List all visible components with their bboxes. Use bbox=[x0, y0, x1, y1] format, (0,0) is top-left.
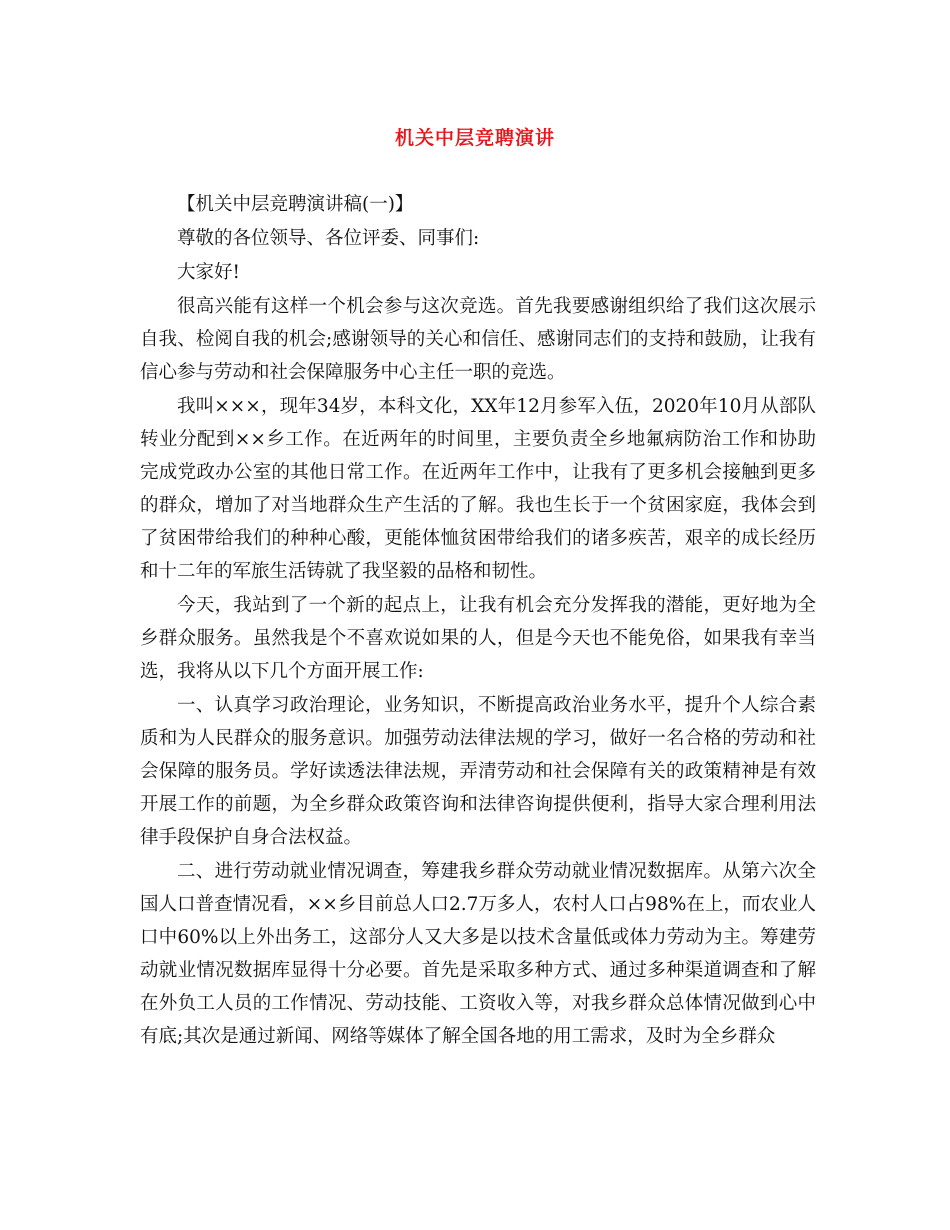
paragraph-greeting: 大家好! bbox=[177, 262, 240, 283]
document-body bbox=[140, 188, 816, 1054]
paragraph-point-two: 二、进行劳动就业情况调查，筹建我乡群众劳动就业情况数据库。从第六次全国人口普查情况看，××乡目前总人口2.7万多人，农村人口占98%在上，而农业人口中60%以上外出务工，这部分人又大多是以技术含量低或体力劳动为主。筹建劳动就业情况数据库显得十分必要。首先是采取多种方式、通过多种渠道调查和了解在外负工人员的工作情况、劳动技能、工资收入等，对我乡群众总体情况做到心中有底;其次是通过新闻、网络等媒体了解全国各地的用工需求，及时为全乡群众 bbox=[140, 861, 816, 1047]
paragraph-new-start: 今天，我站到了一个新的起点上，让我有机会充分发挥我的潜能，更好地为全乡群众服务。虽然我是个不喜欢说如果的人，但是今天也不能免俗，如果我有幸当选，我将从以下几个方面开展工作: bbox=[140, 595, 816, 682]
document-title: 机关中层竞聘演讲 bbox=[394, 127, 555, 149]
paragraph-self-introduction: 我叫×××，现年34岁，本科文化，XX年12月参军入伍，2020年10月从部队转业分配到××乡工作。在近两年的时间里，主要负责全乡地氟病防治工作和协助完成党政办公室的其他日常工作。在近两年工作中，让我有了更多机会接触到更多的群众，增加了对当地群众生产生活的了解。我也生长于一个贫困家庭，我体会到了贫困带给我们的种种心酸，更能体恤贫困带给我们的诸多疾苦，艰辛的成长经历和十二年的军旅生活铸就了我坚毅的品格和韧性。 bbox=[140, 396, 816, 582]
paragraph-intro: 很高兴能有这样一个机会参与这次竞选。首先我要感谢组织给了我们这次展示自我、检阅自我的机会;感谢领导的关心和信任、感谢同志们的支持和鼓励，让我有信心参与劳动和社会保障服务中心主任一职的竞选。 bbox=[140, 296, 816, 383]
paragraph-salutation: 尊敬的各位领导、各位评委、同事们: bbox=[177, 228, 480, 249]
paragraph-point-one: 一、认真学习政治理论，业务知识，不断提高政治业务水平，提升个人综合素质和为人民群众的服务意识。加强劳动法律法规的学习，做好一名合格的劳动和社会保障的服务员。学好读透法律法规，弄清劳动和社会保障有关的政策精神是有效开展工作的前题，为全乡群众政策咨询和法律咨询提供便利，指导大家合理利用法律手段保护自身合法权益。 bbox=[140, 695, 816, 848]
paragraph-heading: 【机关中层竞聘演讲稿(一)】 bbox=[177, 194, 414, 215]
